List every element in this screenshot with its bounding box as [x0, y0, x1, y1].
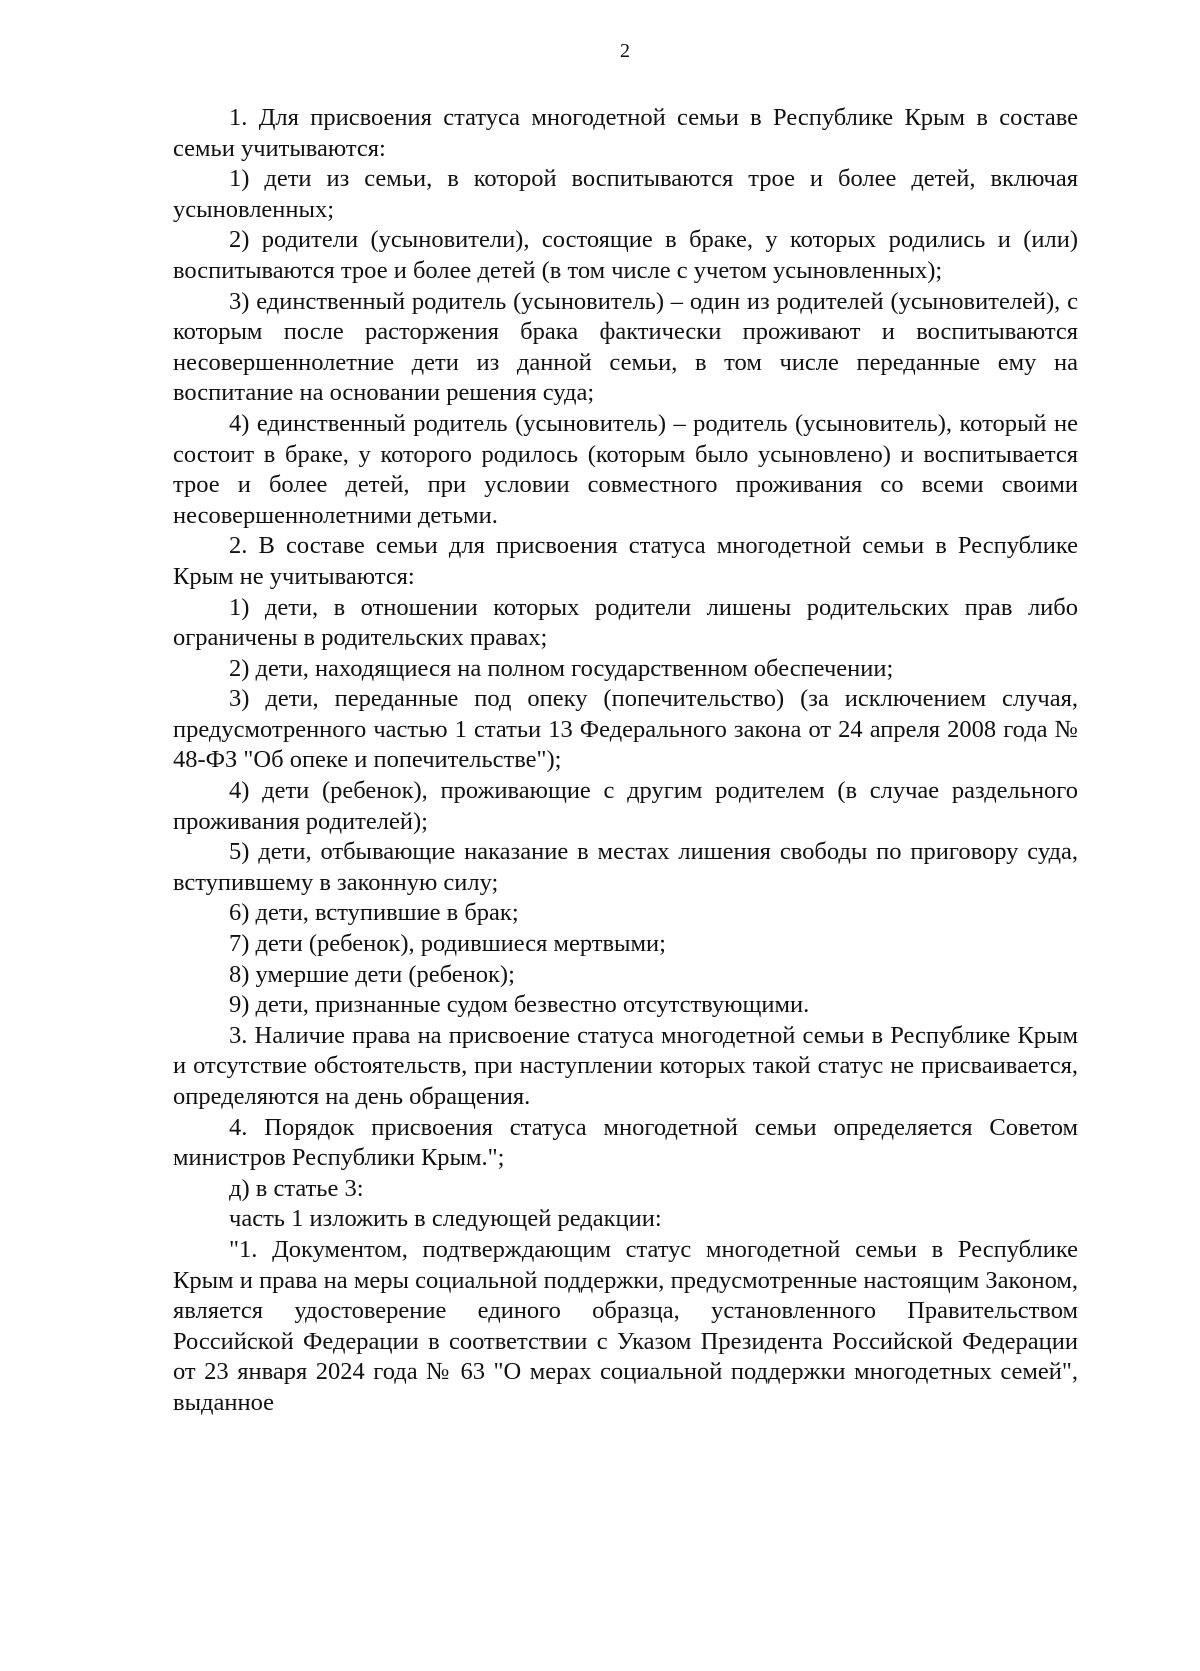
- paragraph: 3. Наличие права на присвоение статуса многодетной семьи в Республике Крым и отсутствие обстоятельств, при наступлении которых такой статус не присваивается, определяются на день обращения.: [173, 1021, 1078, 1110]
- paragraph: 2. В составе семьи для присвоения статуса многодетной семьи в Республике Крым не учитываются:: [173, 532, 1078, 590]
- paragraph: 3) дети, переданные под опеку (попечительство) (за исключением случая, предусмотренного частью 1 статьи 13 Федерального закона от 24 апреля 2008 года № 48-ФЗ "Об опеке и попечительстве");: [173, 685, 1078, 774]
- paragraph: 7) дети (ребенок), родившиеся мертвыми;: [229, 930, 666, 958]
- paragraph: 1. Для присвоения статуса многодетной семьи в Республике Крым в составе семьи учитываются:: [173, 104, 1078, 162]
- paragraph: 6) дети, вступившие в брак;: [229, 899, 519, 927]
- document-body: [173, 103, 1078, 1419]
- paragraph: часть 1 изложить в следующей редакции:: [229, 1205, 662, 1233]
- paragraph-continued: "1. Документом, подтверждающим статус многодетной семьи в Республике Крым и права на меры социальной поддержки, предусмотренные настоящим Законом, является удостоверение единого образца, установленного Правительством Российской Федерации в соответствии с Указом Президента Российской Федерации от 23 января 2024 года № 63 "О мерах социальной поддержки многодетных семей", выданное: [173, 1235, 1078, 1416]
- paragraph: 4) дети (ребенок), проживающие с другим родителем (в случае раздельного проживания родителей);: [173, 777, 1078, 835]
- paragraph: д) в статье 3:: [229, 1174, 364, 1202]
- paragraph: 2) родители (усыновители), состоящие в браке, у которых родились и (или) воспитываются трое и более детей (в том числе с учетом усыновленных);: [173, 226, 1078, 284]
- page-number: 2: [620, 40, 630, 62]
- paragraph: 3) единственный родитель (усыновитель) – один из родителей (усыновителей), с которым после расторжения брака фактически проживают и воспитываются несовершеннолетние дети из данной семьи, в том числе переданные ему на воспитание на основании решения суда;: [173, 287, 1078, 407]
- paragraph: 1) дети из семьи, в которой воспитываются трое и более детей, включая усыновленных;: [173, 165, 1078, 223]
- paragraph: 5) дети, отбывающие наказание в местах лишения свободы по приговору суда, вступившему в законную силу;: [173, 838, 1078, 896]
- paragraph: 2) дети, находящиеся на полном государственном обеспечении;: [229, 654, 894, 682]
- paragraph: 4) единственный родитель (усыновитель) – родитель (усыновитель), который не состоит в браке, у которого родилось (которым было усыновлено) и воспитывается трое и более детей, при условии совместного проживания со всеми своими несовершеннолетними детьми.: [173, 409, 1078, 529]
- paragraph: 8) умершие дети (ребенок);: [229, 960, 515, 988]
- paragraph: 9) дети, признанные судом безвестно отсутствующими.: [229, 991, 810, 1019]
- paragraph: 1) дети, в отношении которых родители лишены родительских прав либо ограничены в родительских правах;: [173, 593, 1078, 652]
- paragraph: 4. Порядок присвоения статуса многодетной семьи определяется Советом министров Республики Крым.";: [173, 1113, 1078, 1172]
